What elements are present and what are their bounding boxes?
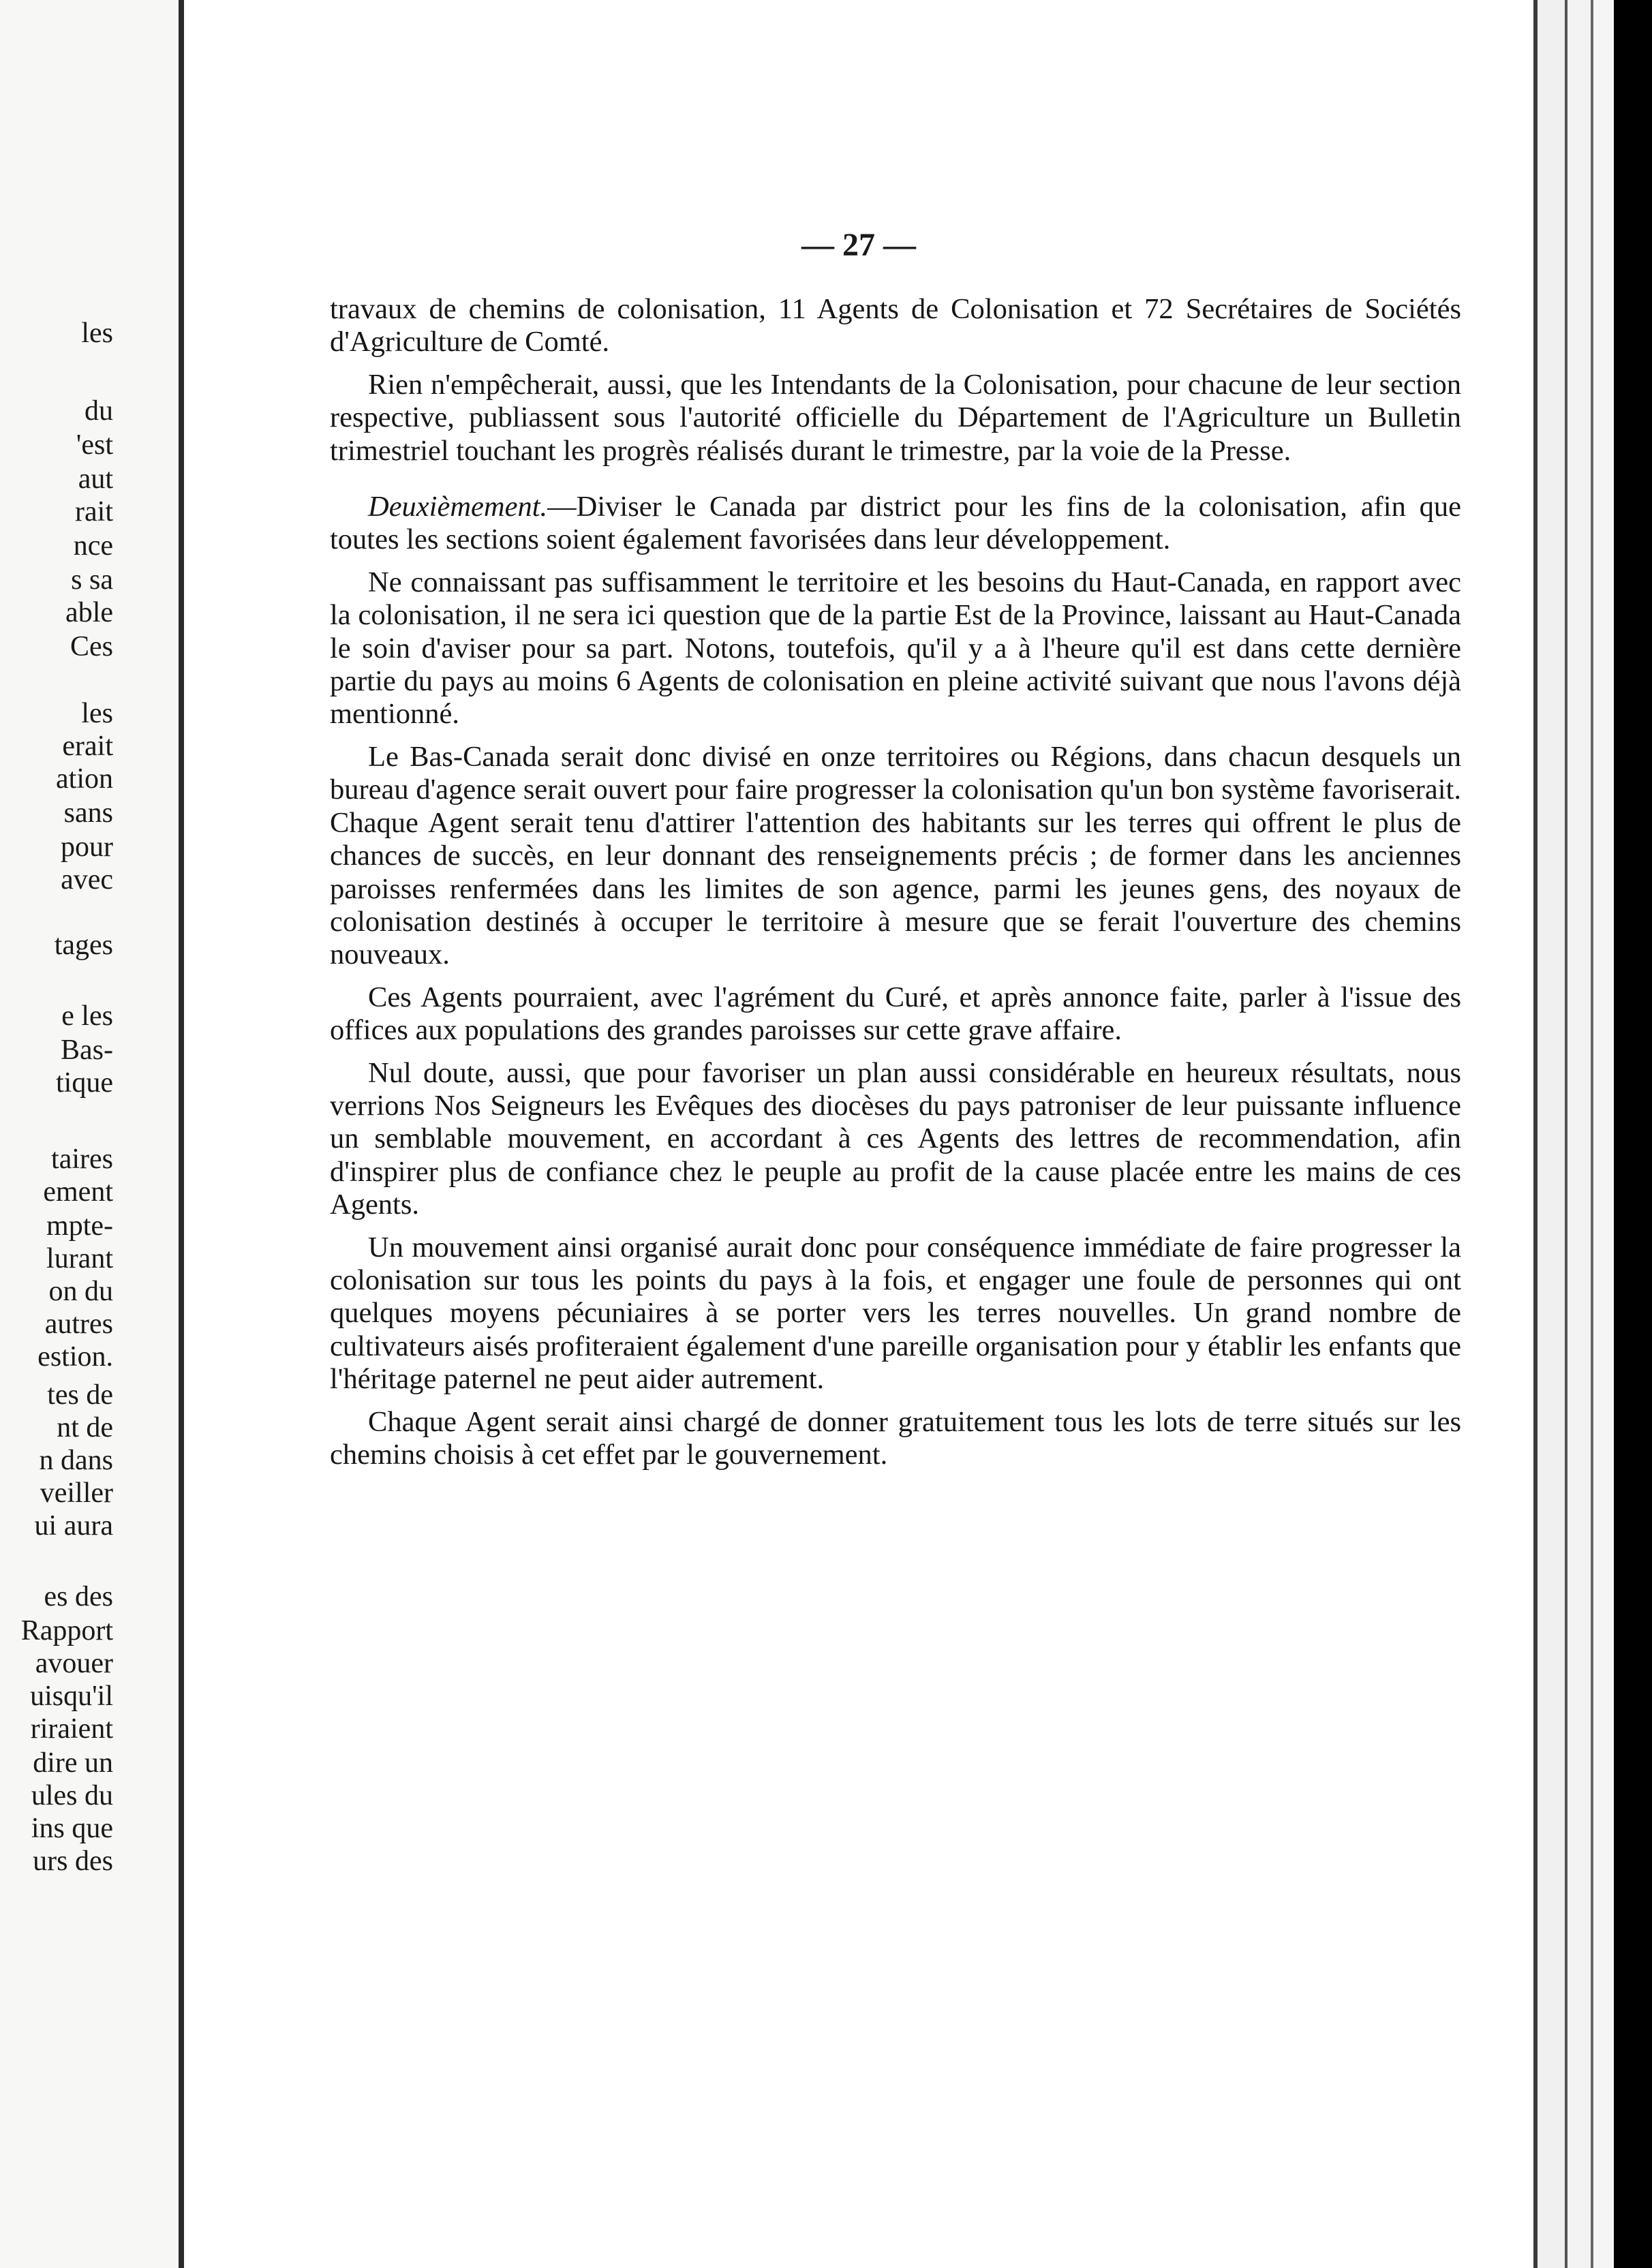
- paragraph: Nul doute, aussi, que pour favoriser un plan aussi considérable en heureux résultats, nous verrions Nos Seigneurs les Evêques des diocèses du pays patroniser de leur puissante influence un semblable mouvement, en accordant à ces Agents des lettres de recommendation, afin d'inspirer plus de confiance chez le peuple au profit de la cause placée entre les mains de ces Agents.: [330, 1056, 1461, 1221]
- left-fragment-line: 'est: [76, 429, 113, 461]
- paragraph: travaux de chemins de colonisation, 11 Agents de Colonisation et 72 Secrétaires de Sociétés d'Agriculture de Comté.: [330, 293, 1461, 358]
- left-fragment-line: ation: [56, 763, 113, 795]
- left-fragment-line: pour: [61, 831, 113, 863]
- paragraph: [330, 491, 1461, 557]
- left-fragment-line: lurant: [46, 1243, 113, 1274]
- scan-background: [1614, 0, 1652, 2268]
- body-text: [330, 293, 1461, 1481]
- paragraph: Rien n'empêcherait, aussi, que les Intendants de la Colonisation, pour chacune de leur section respective, publiassent sous l'autorité officielle du Département de l'Agriculture un Bulletin trimestriel touchant les progrès réalisés durant le trimestre, par la voie de la Presse.: [330, 368, 1461, 467]
- left-fragment-line: riraient: [30, 1713, 113, 1745]
- main-page: [184, 0, 1533, 2268]
- paragraph: Un mouvement ainsi organisé aurait donc pour conséquence immédiate de faire progresser la colonisation sur tous les points du pays à la fois, et engager une foule de personnes qui ont quelques moyens pécuniaires à se porter vers les terres nouvelles. Un grand nombre de cultivateurs aisés profiteraient également d'une pareille organisation pour y établir les enfants que l'héritage paternel ne peut aider autrement.: [330, 1231, 1461, 1396]
- left-fragment-line: ement: [43, 1176, 113, 1208]
- left-page-fragment: [0, 0, 179, 2268]
- left-fragment-line: ins que: [31, 1813, 113, 1844]
- left-fragment-line: erait: [62, 731, 113, 762]
- page-number: — 27 —: [801, 227, 916, 263]
- left-fragment-line: nt de: [57, 1412, 113, 1443]
- left-fragment-line: Bas-: [61, 1035, 113, 1066]
- left-fragment-line: les: [81, 318, 113, 349]
- page-edge: [1567, 0, 1591, 2268]
- left-fragment-line: veiller: [40, 1477, 113, 1509]
- paragraph: Chaque Agent serait ainsi chargé de donner gratuitement tous les lots de terre situés sur les chemins choisis à cet effet par le gouvernement.: [330, 1405, 1461, 1471]
- left-fragment-line: mpte-: [46, 1210, 113, 1242]
- left-fragment-line: ules du: [31, 1780, 113, 1811]
- left-fragment-line: avouer: [35, 1648, 113, 1679]
- left-fragment-line: tages: [54, 930, 113, 961]
- left-fragment-line: e les: [61, 1000, 113, 1032]
- left-fragment-line: urs des: [33, 1845, 113, 1877]
- left-fragment-line: Rapport: [20, 1615, 113, 1646]
- left-fragment-line: nce: [73, 530, 113, 562]
- left-fragment-line: able: [65, 597, 113, 628]
- page-edge: [1593, 0, 1614, 2268]
- left-fragment-line: ui aura: [34, 1510, 113, 1542]
- section-lead: Deuxièmement.: [368, 491, 548, 523]
- left-fragment-line: on du: [48, 1276, 113, 1307]
- left-fragment-line: estion.: [37, 1341, 113, 1373]
- left-fragment-line: aut: [78, 463, 113, 495]
- left-fragment-line: les: [81, 698, 113, 729]
- left-fragment-line: uisqu'il: [30, 1681, 113, 1712]
- left-fragment-line: du: [85, 395, 113, 427]
- left-fragment-line: sans: [63, 797, 113, 829]
- paragraph-text: —Diviser le Canada par district pour les fins de la colonisation, afin que toutes les sections soient également favorisées dans leur développement.: [330, 491, 1461, 556]
- left-fragment-line: Ces: [70, 631, 113, 662]
- paragraph: Ne connaissant pas suffisamment le territoire et les besoins du Haut-Canada, en rapport avec la colonisation, il ne sera ici question que de la partie Est de la Province, laissant au Haut-Canada le soin d'aviser pour sa part. Notons, toutefois, qu'il y a à l'heure qu'il est dans cette dernière partie du pays au moins 6 Agents de colonisation en pleine activité suivant que nous l'avons déjà mentionné.: [330, 566, 1461, 731]
- paragraph: Ces Agents pourraient, avec l'agrément du Curé, et après annonce faite, parler à l'issue des offices aux populations des grandes paroisses sur cette grave affaire.: [330, 981, 1461, 1047]
- page-edge: [1538, 0, 1565, 2268]
- left-fragment-line: n dans: [39, 1445, 113, 1476]
- book-gutter: [179, 0, 184, 2268]
- left-fragment-line: rait: [75, 496, 113, 527]
- paragraph: Le Bas-Canada serait donc divisé en onze territoires ou Régions, dans chacun desquels un bureau d'agence serait ouvert pour faire progresser la colonisation qu'un bon système favoriserait. Chaque Agent serait tenu d'attirer l'attention des habitants sur les terres qui offrent le plus de chances de succès, en leur donnant des renseignements précis ; de former dans les anciennes paroisses renfermées dans les limites de son agence, parmi les jeunes gens, des noyaux de colonisation destinés à occuper le territoire à mesure que se ferait l'ouverture des chemins nouveaux.: [330, 740, 1461, 971]
- left-fragment-line: autres: [44, 1308, 113, 1340]
- left-fragment-line: s sa: [71, 564, 113, 596]
- left-fragment-line: tique: [56, 1067, 113, 1099]
- left-fragment-line: avec: [61, 864, 113, 895]
- left-fragment-line: tes de: [47, 1379, 113, 1411]
- left-fragment-line: es des: [44, 1581, 113, 1612]
- left-fragment-line: dire un: [33, 1747, 113, 1779]
- left-fragment-line: taires: [51, 1144, 113, 1175]
